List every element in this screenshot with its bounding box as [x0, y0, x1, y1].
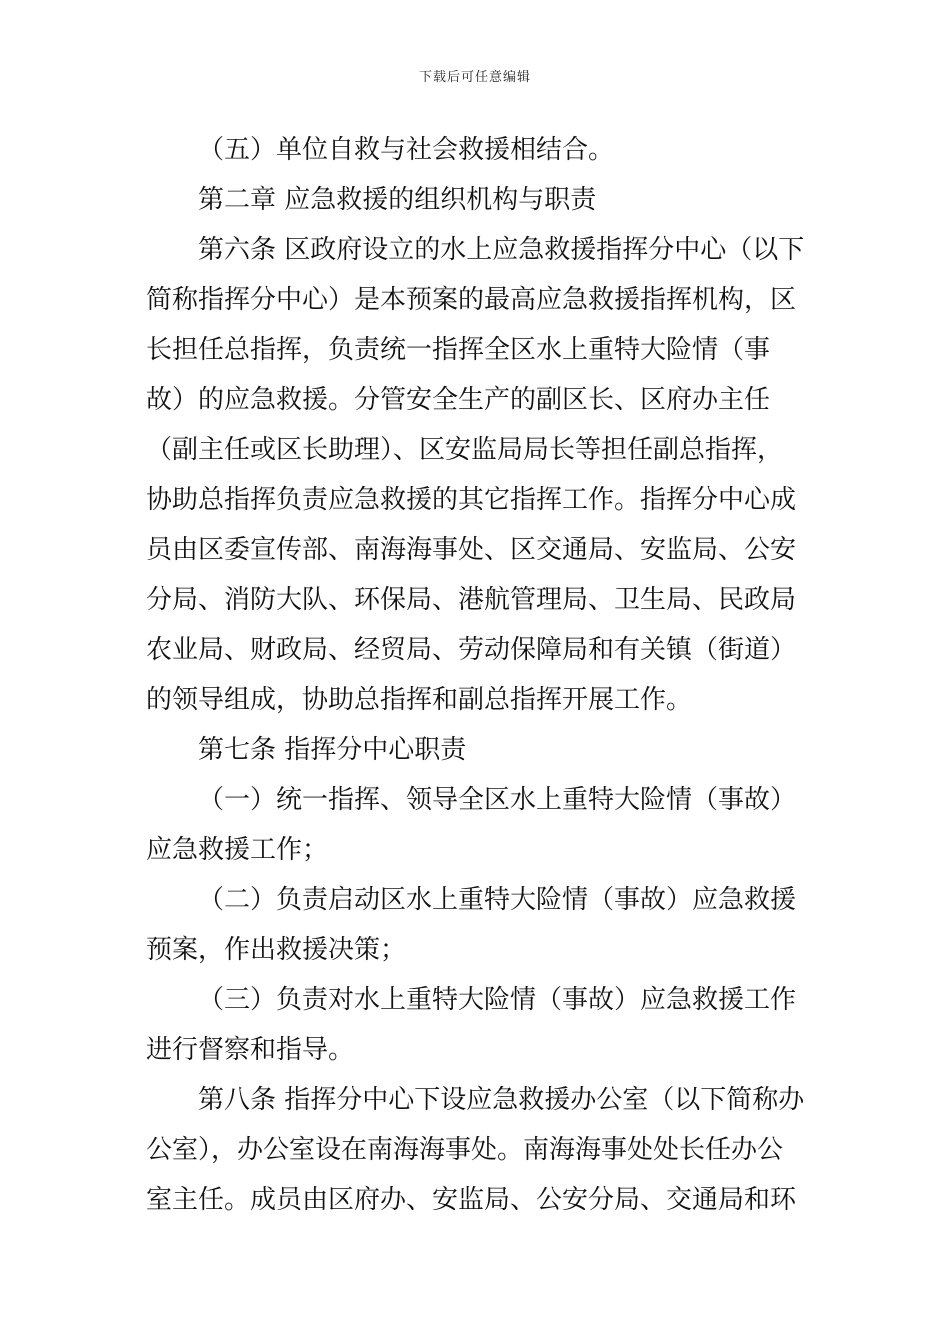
text-line: 第二章 应急救援的组织机构与职责: [198, 185, 597, 215]
text-line: 员由区委宣传部、南海海事处、区交通局、安监局、公安: [146, 535, 797, 565]
text-line: 协助总指挥负责应急救援的其它指挥工作。指挥分中心成: [146, 485, 797, 515]
text-line: （一）统一指挥、领导全区水上重特大险情（事故）: [198, 785, 797, 815]
text-line: 室主任。成员由区府办、安监局、公安分局、交通局和环: [146, 1185, 797, 1215]
text-line: （三）负责对水上重特大险情（事故）应急救援工作: [198, 985, 797, 1015]
text-line: 分局、消防大队、环保局、港航管理局、卫生局、民政局: [146, 585, 797, 615]
text-line: 应急救援工作；: [146, 835, 329, 865]
page-header: 下载后可任意编辑: [418, 70, 531, 85]
text-line: （二）负责启动区水上重特大险情（事故）应急救援: [198, 885, 797, 915]
text-line: 进行督察和指导。: [146, 1035, 355, 1065]
text-line: 简称指挥分中心）是本预案的最高应急救援指挥机构，区: [146, 285, 797, 315]
text-line: 的领导组成，协助总指挥和副总指挥开展工作。: [146, 685, 693, 715]
text-line: （五）单位自救与社会救援相结合。: [198, 135, 615, 165]
text-line: 故）的应急救援。分管安全生产的副区长、区府办主任: [146, 385, 771, 415]
text-line: （副主任或区长助理）、区安监局局长等担任副总指挥，: [146, 435, 784, 465]
text-line: 第六条 区政府设立的水上应急救援指挥分中心（以下: [198, 235, 805, 265]
text-line: 长担任总指挥，负责统一指挥全区水上重特大险情（事: [146, 335, 771, 365]
text-line: 公室），办公室设在南海海事处。南海海事处处长任办公: [146, 1135, 784, 1165]
text-line: 农业局、财政局、经贸局、劳动保障局和有关镇（街道）: [146, 635, 797, 665]
text-line: 第八条 指挥分中心下设应急救援办公室（以下简称办: [198, 1085, 805, 1115]
text-line: 第七条 指挥分中心职责: [198, 735, 467, 765]
text-line: 预案，作出救援决策；: [146, 935, 407, 965]
